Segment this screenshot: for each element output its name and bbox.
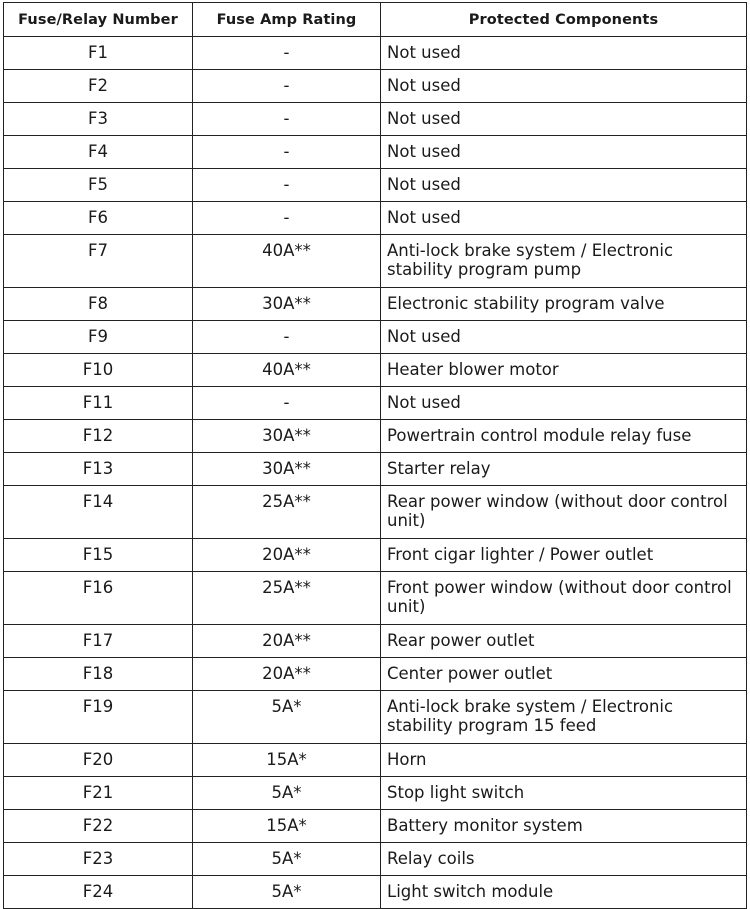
table-row [4, 810, 747, 843]
protected-components: Front cigar lighter / Power outlet [381, 539, 747, 572]
amp-rating: - [193, 202, 381, 235]
amp-rating: - [193, 387, 381, 420]
fuse-number: F13 [4, 453, 193, 486]
protected-components: Rear power window (without door control unit) [381, 486, 747, 539]
table-row [4, 169, 747, 202]
fuse-number: F14 [4, 486, 193, 539]
protected-components: Powertrain control module relay fuse [381, 420, 747, 453]
protected-components: Relay coils [381, 843, 747, 876]
table-row [4, 387, 747, 420]
fuse-number: F19 [4, 691, 193, 744]
protected-components: Horn [381, 744, 747, 777]
amp-rating: 5A* [193, 843, 381, 876]
amp-rating: - [193, 169, 381, 202]
protected-components: Starter relay [381, 453, 747, 486]
protected-components: Anti-lock brake system / Electronic stability program 15 feed [381, 691, 747, 744]
table-row [4, 202, 747, 235]
header-amp-rating: Fuse Amp Rating [193, 3, 381, 37]
table-row [4, 539, 747, 572]
fuse-number: F11 [4, 387, 193, 420]
table-row [4, 420, 747, 453]
fuse-number: F1 [4, 37, 193, 70]
fuse-number: F20 [4, 744, 193, 777]
table-row [4, 70, 747, 103]
protected-components: Not used [381, 202, 747, 235]
table-row [4, 288, 747, 321]
amp-rating: 20A** [193, 658, 381, 691]
protected-components: Not used [381, 37, 747, 70]
fuse-number: F23 [4, 843, 193, 876]
table-row [4, 744, 747, 777]
table-row [4, 572, 747, 625]
fuse-table [3, 2, 747, 909]
protected-components: Not used [381, 387, 747, 420]
table-row [4, 843, 747, 876]
fuse-number: F16 [4, 572, 193, 625]
amp-rating: 25A** [193, 486, 381, 539]
protected-components: Not used [381, 169, 747, 202]
fuse-number: F5 [4, 169, 193, 202]
fuse-number: F18 [4, 658, 193, 691]
amp-rating: 40A** [193, 235, 381, 288]
fuse-number: F4 [4, 136, 193, 169]
table-row [4, 691, 747, 744]
protected-components: Center power outlet [381, 658, 747, 691]
amp-rating: 30A** [193, 288, 381, 321]
fuse-number: F22 [4, 810, 193, 843]
amp-rating: 25A** [193, 572, 381, 625]
protected-components: Battery monitor system [381, 810, 747, 843]
table-row [4, 321, 747, 354]
amp-rating: 30A** [193, 453, 381, 486]
protected-components: Light switch module [381, 876, 747, 909]
amp-rating: - [193, 321, 381, 354]
amp-rating: 5A* [193, 876, 381, 909]
table-row [4, 486, 747, 539]
amp-rating: 5A* [193, 691, 381, 744]
fuse-number: F24 [4, 876, 193, 909]
protected-components: Stop light switch [381, 777, 747, 810]
table-row [4, 876, 747, 909]
amp-rating: 20A** [193, 539, 381, 572]
amp-rating: 15A* [193, 810, 381, 843]
protected-components: Not used [381, 136, 747, 169]
fuse-number: F7 [4, 235, 193, 288]
protected-components: Electronic stability program valve [381, 288, 747, 321]
protected-components: Anti-lock brake system / Electronic stability program pump [381, 235, 747, 288]
header-protected-components: Protected Components [381, 3, 747, 37]
amp-rating: - [193, 136, 381, 169]
fuse-number: F9 [4, 321, 193, 354]
amp-rating: - [193, 70, 381, 103]
table-row [4, 235, 747, 288]
amp-rating: - [193, 103, 381, 136]
protected-components: Not used [381, 103, 747, 136]
table-row [4, 453, 747, 486]
fuse-number: F15 [4, 539, 193, 572]
amp-rating: 20A** [193, 625, 381, 658]
table-row [4, 625, 747, 658]
amp-rating: 15A* [193, 744, 381, 777]
protected-components: Front power window (without door control unit) [381, 572, 747, 625]
table-row [4, 136, 747, 169]
protected-components: Heater blower motor [381, 354, 747, 387]
fuse-number: F12 [4, 420, 193, 453]
amp-rating: 5A* [193, 777, 381, 810]
fuse-number: F3 [4, 103, 193, 136]
header-fuse-number: Fuse/Relay Number [4, 3, 193, 37]
protected-components: Not used [381, 70, 747, 103]
amp-rating: - [193, 37, 381, 70]
protected-components: Not used [381, 321, 747, 354]
table-row [4, 658, 747, 691]
table-row [4, 777, 747, 810]
protected-components: Rear power outlet [381, 625, 747, 658]
table-header-row [4, 3, 747, 37]
table-row [4, 103, 747, 136]
fuse-number: F2 [4, 70, 193, 103]
table-row [4, 37, 747, 70]
fuse-number: F6 [4, 202, 193, 235]
amp-rating: 40A** [193, 354, 381, 387]
fuse-number: F21 [4, 777, 193, 810]
amp-rating: 30A** [193, 420, 381, 453]
table-row [4, 354, 747, 387]
fuse-number: F10 [4, 354, 193, 387]
fuse-number: F8 [4, 288, 193, 321]
fuse-number: F17 [4, 625, 193, 658]
